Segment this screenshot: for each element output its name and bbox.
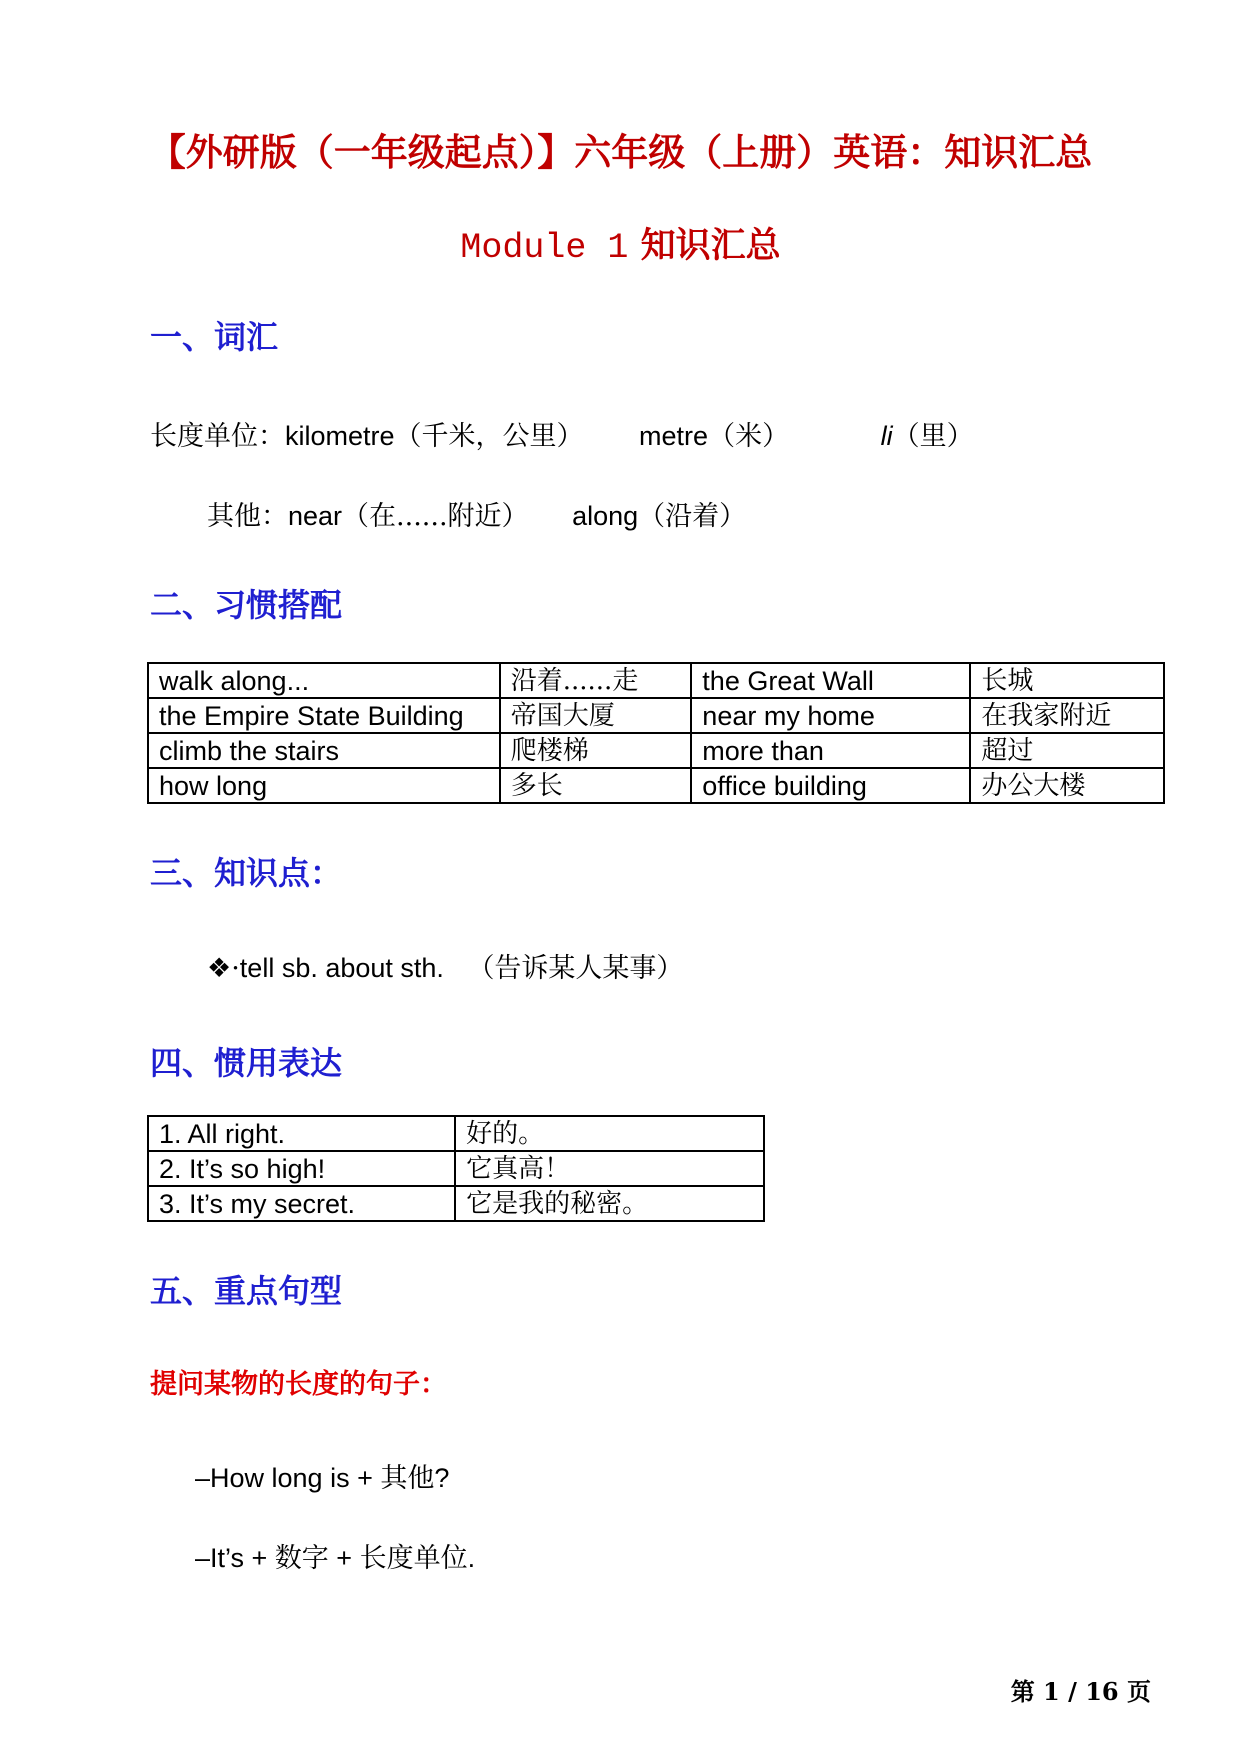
expression-english: 3. It’s my secret. (148, 1186, 455, 1221)
expression-english: 2. It’s so high! (148, 1151, 455, 1186)
module-title-text: 知识汇总 (640, 226, 781, 266)
phrase-english: office building (691, 768, 970, 803)
vocab-word: metre (639, 421, 709, 451)
knowledge-point-text: tell sb. about sth. (239, 953, 444, 983)
vocab-meaning: （千米，公里） (394, 421, 584, 452)
vocab-line-other (207, 494, 746, 533)
phrase-chinese: 帝国大厦 (500, 698, 692, 733)
document-title: 【外研版（一年级起点）】六年级（上册）英语：知识汇总 (148, 131, 1093, 174)
bullet-icon: ❖· (207, 953, 240, 984)
vocab-meaning: （沿着） (638, 501, 747, 532)
expression-chinese: 它真高！ (455, 1151, 764, 1186)
vocab-meaning: （里） (892, 421, 974, 452)
vocab-line-units (150, 414, 974, 453)
vocab-meaning: （在......附近） (342, 501, 529, 532)
phrase-english: walk along... (148, 663, 500, 698)
phrase-chinese: 办公大楼 (970, 768, 1164, 803)
expression-chinese: 好的。 (455, 1116, 764, 1151)
phrase-english: the Empire State Building (148, 698, 500, 733)
expression-chinese: 它是我的秘密。 (455, 1186, 764, 1221)
page-number: 第 1 / 16 页 (1010, 1677, 1151, 1706)
phrase-chinese: 长城 (970, 663, 1164, 698)
section-heading-sentences: 五、重点句型 (150, 1272, 343, 1310)
table-row (148, 663, 1164, 698)
module-title (0, 218, 1241, 268)
vocab-word: kilometre (285, 421, 395, 451)
vocab-label: 长度单位： (150, 421, 285, 452)
phrase-chinese: 沿着......走 (500, 663, 692, 698)
vocab-word: li (880, 421, 893, 451)
module-code: Module 1 (460, 228, 629, 268)
vocab-label: 其他： (207, 501, 288, 532)
vocab-word: near (288, 501, 343, 531)
phrase-english: near my home (691, 698, 970, 733)
phrase-english: more than (691, 733, 970, 768)
knowledge-point-item (207, 946, 683, 985)
table-row (148, 768, 1164, 803)
phrase-chinese: 爬楼梯 (500, 733, 692, 768)
sentence-pattern-question: –How long is + 其他? (195, 1463, 450, 1493)
phrase-chinese: 多长 (500, 768, 692, 803)
sentence-pattern-subheading: 提问某物的长度的句子： (150, 1369, 447, 1400)
vocab-meaning: （米） (708, 421, 790, 452)
sentence-pattern-answer: –It’s + 数字 + 长度单位. (195, 1543, 476, 1573)
section-heading-expressions: 四、惯用表达 (150, 1044, 343, 1082)
phrase-english: climb the stairs (148, 733, 500, 768)
phrase-english: how long (148, 768, 500, 803)
vocab-word: along (572, 501, 639, 531)
section-heading-points: 三、知识点： (150, 854, 343, 892)
phrase-chinese: 超过 (970, 733, 1164, 768)
phrase-chinese: 在我家附近 (970, 698, 1164, 733)
table-row (148, 733, 1164, 768)
table-row (148, 698, 1164, 733)
knowledge-point-meaning: （告诉某人某事） (467, 953, 684, 984)
table-row (148, 1186, 764, 1221)
section-heading-phrases: 二、习惯搭配 (150, 586, 343, 624)
section-heading-vocab: 一、词汇 (150, 318, 279, 356)
expression-english: 1. All right. (148, 1116, 455, 1151)
phrase-english: the Great Wall (691, 663, 970, 698)
table-row (148, 1116, 764, 1151)
expressions-table (147, 1115, 765, 1222)
phrases-table (147, 662, 1165, 804)
table-row (148, 1151, 764, 1186)
